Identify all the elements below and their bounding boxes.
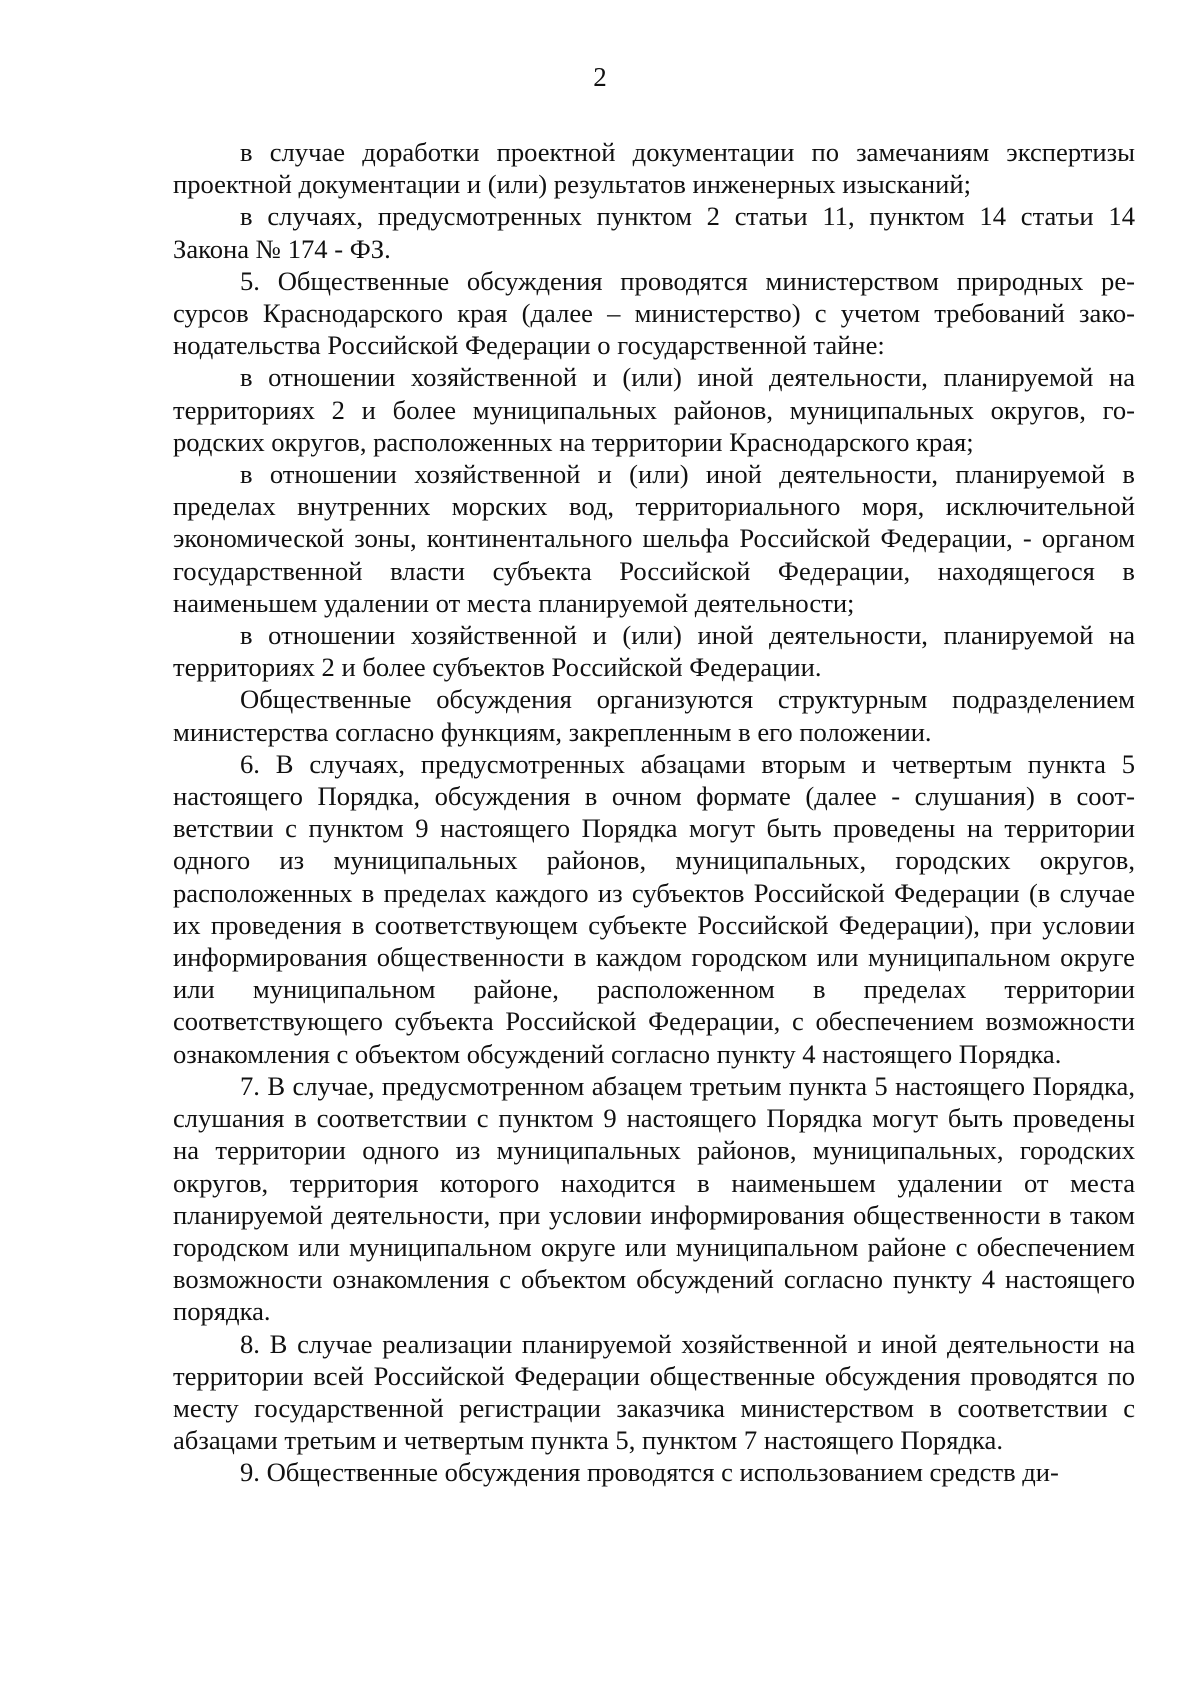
paragraph: в отношении хозяйственной и (или) иной деятельности, планируемой на территориях 2 и более субъектов Российской Федерации. xyxy=(173,620,1135,683)
paragraph: в случае доработки проектной документации по замечаниям экспертизы проектной документации и (или) результатов инженерных изысканий; xyxy=(173,137,1135,200)
paragraph: в отношении хозяйственной и (или) иной деятельности, планируемой на территориях 2 и более муниципальных районов, муниципальных округов, городских округов, расположенных на территории Краснодарского края; xyxy=(173,362,1135,457)
paragraph: 5. Общественные обсуждения проводятся министерством природных ресурсов Краснодарского края (далее – министерство) с учетом требований законодательства Российской Федерации о государственной тайне: xyxy=(173,265,1135,361)
document-body xyxy=(173,136,1135,1489)
page-number: 2 xyxy=(593,62,607,92)
paragraph: 9. Общественные обсуждения проводятся с использованием средств ди- xyxy=(240,1457,1059,1488)
paragraph: в отношении хозяйственной и (или) иной деятельности, планируемой в пределах внутренних морских вод, территориального моря, исключительной экономической зоны, континентального шельфа Российской Федерации, - органом государственной власти субъекта Российской Федерации, находящегося в наименьшем удалении от места планируемой деятельности; xyxy=(173,459,1135,618)
paragraph: Общественные обсуждения организуются структурным подразделением министерства согласно функциям, закрепленным в его положении. xyxy=(173,684,1135,747)
paragraph: 7. В случае, предусмотренном абзацем третьим пункта 5 настоящего Порядка, слушания в соответствии с пунктом 9 настоящего Порядка могут быть проведены на территории одного из муниципальных районов, муниципальных, городских округов, территория которого находится в наименьшем удалении от места планируемой деятельности, при условии информирования общественности в таком городском или муниципальном округе или муниципальном районе с обеспечением возможности ознакомления с объектом обсуждений согласно пункту 4 настоящего порядка. xyxy=(173,1070,1135,1327)
paragraph: 8. В случае реализации планируемой хозяйственной и иной деятельности на территории всей Российской Федерации общественные обсуждения проводятся по месту государственной регистрации заказчика министерством в соответствии с абзацами третьим и четвертым пункта 5, пунктом 7 настоящего Порядка. xyxy=(173,1328,1135,1456)
paragraph: в случаях, предусмотренных пунктом 2 статьи 11, пунктом 14 статьи 14 Закона № 174 - ФЗ. xyxy=(173,201,1135,264)
paragraph: 6. В случаях, предусмотренных абзацами вторым и четвертым пункта 5 настоящего Порядка, обсуждения в очном формате (далее - слушания) в соответствии с пунктом 9 настоящего Порядка могут быть проведены на территории одного из муниципальных районов, муниципальных, городских округов, расположенных в пределах каждого из субъектов Российской Федерации (в случае их проведения в соответствующем субъекте Российской Федерации), при условии информирования общественности в каждом городском или муниципальном округе или муниципальном районе, расположенном в пределах территории соответствующего субъекта Российской Федерации, с обеспечением возможности ознакомления с объектом обсуждений согласно пункту 4 настоящего Порядка. xyxy=(173,748,1135,1069)
